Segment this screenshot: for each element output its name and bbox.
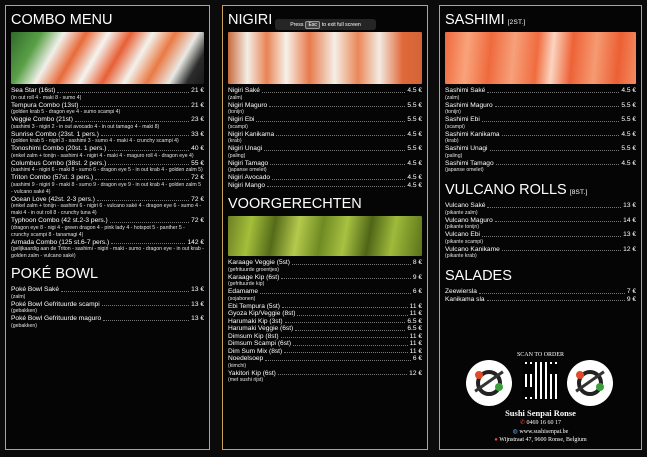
- panel-sashimi: [439, 5, 642, 450]
- item-description: (pikante zalm): [445, 209, 478, 216]
- item-name: Zeewiersla: [445, 288, 477, 295]
- menu-item: [228, 160, 422, 175]
- leader-dots: [487, 207, 621, 208]
- leader-dots: [295, 330, 405, 331]
- item-price: 4.5 €: [621, 159, 636, 167]
- menu-item: [228, 303, 422, 311]
- leader-dots: [487, 92, 619, 93]
- item-name: Sashimi Tamago: [445, 159, 494, 167]
- item-price: 55 €: [191, 159, 204, 167]
- item-price: 4.5 €: [407, 174, 422, 181]
- item-price: 142 €: [187, 238, 204, 246]
- nigiri-list: [228, 87, 422, 189]
- item-name: Nigiri Saké: [228, 87, 260, 94]
- item-description: (krab): [445, 138, 459, 144]
- vulcano-title-text: VULCANO ROLLS: [445, 182, 567, 198]
- item-price: 5.5 €: [407, 116, 422, 123]
- website-line: [440, 428, 641, 435]
- leader-dots: [495, 106, 620, 107]
- menu-item: [228, 288, 422, 303]
- leader-dots: [95, 179, 189, 180]
- item-price: 33 €: [191, 130, 204, 138]
- item-price: 21 €: [191, 101, 204, 109]
- leader-dots: [61, 291, 189, 292]
- item-price: 11 €: [409, 347, 422, 355]
- menu-item: [11, 160, 204, 175]
- esc-key-badge: Esc: [305, 21, 319, 29]
- item-name: Karaage Veggie (5st): [228, 259, 290, 266]
- fullscreen-exit-hint: [275, 19, 376, 30]
- item-price: 14 €: [623, 216, 636, 224]
- item-name: Noedelsoep: [228, 355, 264, 362]
- section-title-voorgerechten: VOORGERECHTEN: [228, 196, 362, 212]
- item-name: Vulcano Maguro: [445, 216, 493, 224]
- menu-item: [228, 131, 422, 146]
- menu-item: [445, 102, 636, 117]
- item-price: 13 €: [623, 202, 636, 209]
- item-price: 6 €: [412, 355, 422, 362]
- hint-press: Press: [290, 21, 304, 28]
- menu-item: [445, 296, 636, 304]
- phone-icon: ✆: [519, 420, 526, 426]
- item-description: (gefrituurde kip): [228, 281, 265, 287]
- section-title-salades: SALADES: [445, 268, 512, 284]
- menu-item: [228, 325, 422, 333]
- item-description: (in out roll 4 - maki 8 - sumo 4): [11, 94, 82, 101]
- leader-dots: [482, 121, 620, 122]
- item-price: 5.5 €: [621, 145, 636, 152]
- panel-combo: [5, 5, 210, 450]
- item-price: 11 €: [409, 302, 422, 310]
- item-description: (sashimi 9 - nigiri 9 - maki 8 - sumo 9 - dragon eye 9 - in out krab 4 - golden zalm 5 - vulcano saké 4): [11, 181, 201, 195]
- item-name: Tonoshimi Combo (20st. 1 pers.): [11, 145, 107, 152]
- leader-dots: [297, 315, 407, 316]
- sashimi-photo: [445, 32, 636, 84]
- menu-item: [11, 196, 204, 218]
- menu-item: [228, 259, 422, 274]
- item-price: 5.5 €: [407, 145, 422, 152]
- menu-item: [228, 318, 422, 326]
- poke-list: [11, 286, 204, 330]
- voorgerechten-list: [228, 259, 422, 384]
- item-price: 6.5 €: [407, 325, 422, 332]
- item-price: 6.5 €: [407, 317, 422, 325]
- item-price: 4.5 €: [621, 130, 636, 138]
- item-price: 5.5 €: [621, 116, 636, 123]
- item-description: (krab): [228, 138, 242, 144]
- menu-item: [445, 246, 636, 261]
- menu-item: [11, 217, 204, 239]
- item-description: (gelijkaardig aan de Triton - sashimi - nigiri - maki - sumo - dragon eye - in out krab - golden zalm - vulcano saké): [11, 246, 204, 259]
- leader-dots: [80, 106, 189, 107]
- item-price: 11 €: [409, 310, 422, 317]
- item-price: 40 €: [191, 145, 204, 152]
- menu-item: [445, 145, 636, 160]
- leader-dots: [108, 164, 189, 165]
- leader-dots: [111, 243, 185, 244]
- menu-item: [11, 116, 204, 131]
- section-title-poke: POKÉ BOWL: [11, 266, 99, 282]
- menu-item: [11, 145, 204, 160]
- item-name: Vulcano Saké: [445, 202, 486, 209]
- combo-list: [11, 87, 204, 260]
- combo-photo: [11, 32, 204, 84]
- item-price: 4.5 €: [407, 181, 422, 189]
- menu-item: [11, 239, 204, 261]
- item-price: 7 €: [626, 288, 636, 295]
- menu-item: [11, 301, 204, 316]
- menu-item: [445, 87, 636, 102]
- sushi-logo-right: [567, 360, 613, 406]
- item-description: (sojabonen): [228, 295, 256, 302]
- menu-item: [228, 87, 422, 102]
- item-name: Edamame: [228, 288, 259, 295]
- item-description: (pikante scampi): [445, 238, 484, 245]
- item-price: 12 €: [623, 245, 636, 253]
- section-title-combo: COMBO MENU: [11, 12, 113, 28]
- menu-item: [11, 286, 204, 301]
- item-price: 13 €: [191, 286, 204, 293]
- item-price: 72 €: [191, 174, 204, 181]
- leader-dots: [264, 150, 405, 151]
- item-price: 72 €: [191, 217, 204, 224]
- item-price: 4.5 €: [407, 130, 422, 138]
- item-name: Dim Sum Mix (8st): [228, 347, 283, 355]
- leader-dots: [490, 150, 620, 151]
- leader-dots: [502, 135, 620, 136]
- menu-item: [228, 355, 422, 370]
- menu-item: [11, 102, 204, 117]
- item-name: Nigiri Avocado: [228, 174, 271, 181]
- item-name: Yakitori Kip (6st): [228, 369, 276, 377]
- item-description: (kimchi): [228, 362, 247, 369]
- leader-dots: [97, 200, 189, 201]
- item-price: 11 €: [409, 332, 422, 340]
- item-description: (tonijn): [228, 109, 244, 115]
- item-name: Karaage Kip (6st): [228, 273, 280, 281]
- menu-item: [228, 274, 422, 289]
- menu-item: [228, 370, 422, 385]
- item-name: Kanikama sla: [445, 295, 485, 303]
- item-description: (tonijn): [445, 109, 461, 115]
- item-price: 12 €: [409, 369, 422, 377]
- leader-dots: [495, 221, 621, 222]
- leader-dots: [256, 121, 405, 122]
- menu-item: [228, 310, 422, 318]
- menu-item: [445, 288, 636, 296]
- item-name: Ebi Tempura (5st): [228, 302, 280, 310]
- menu-item: [228, 182, 422, 190]
- item-description: (gebakken): [11, 308, 37, 314]
- sashimi-title-text: SASHIMI: [445, 12, 505, 28]
- item-name: Poké Bowl Gefrituurde maguro: [11, 315, 102, 322]
- leader-dots: [281, 337, 408, 338]
- menu-item: [228, 145, 422, 160]
- item-name: Dimsum Kip (8st): [228, 332, 279, 340]
- item-price: 13 €: [191, 300, 204, 308]
- vulcano-list: [445, 202, 636, 260]
- item-price: 4.5 €: [407, 159, 422, 167]
- section-title-nigiri: NIGIRI: [228, 12, 273, 28]
- salades-list: [445, 288, 636, 303]
- leader-dots: [276, 135, 405, 136]
- leader-dots: [284, 352, 407, 353]
- item-price: 4.5 €: [621, 87, 636, 94]
- item-price: 13 €: [191, 315, 204, 322]
- item-name: Dimsum Scampi (6st): [228, 340, 292, 347]
- sashimi-note: [2ST.]: [507, 19, 526, 26]
- item-description: (gebakken): [11, 322, 37, 329]
- menu-item: [445, 202, 636, 217]
- item-name: Triton Combo (57st. 3 pers.): [11, 174, 94, 181]
- leader-dots: [267, 186, 405, 187]
- leader-dots: [272, 179, 405, 180]
- leader-dots: [108, 150, 189, 151]
- item-name: Nigiri Maguro: [228, 101, 268, 109]
- menu-item: [11, 87, 204, 102]
- item-name: Sea Star (16st): [11, 87, 56, 94]
- item-name: Nigiri Tamago: [228, 159, 269, 167]
- leader-dots: [269, 106, 405, 107]
- sashimi-list: [445, 87, 636, 174]
- website-link[interactable]: www.sushisenpai.be: [519, 429, 569, 435]
- leader-dots: [102, 305, 189, 306]
- leader-dots: [262, 92, 405, 93]
- item-name: Sashimi Maguro: [445, 101, 493, 109]
- item-name: Nigiri Kanikama: [228, 130, 275, 138]
- item-name: Nigiri Mango: [228, 181, 266, 189]
- item-description: (japanse omelet): [228, 167, 267, 173]
- item-price: 5.5 €: [621, 101, 636, 109]
- item-price: 9 €: [412, 273, 422, 281]
- item-price: 9 €: [626, 295, 636, 303]
- leader-dots: [482, 236, 621, 237]
- item-price: 21 €: [191, 87, 204, 94]
- section-title-sashimi: [445, 12, 636, 29]
- item-description: (dragon eye 8 - nigi 4 - green dragon 4 - pink lady 4 - hotspot 5 - panther 5 - crunchy scampi 8 - tanamagi 4): [11, 224, 185, 238]
- item-description: (met sushi rijst): [228, 377, 264, 383]
- section-title-vulcano: [445, 182, 636, 199]
- item-description: (scampi): [445, 123, 465, 130]
- item-description: (pikante krab): [445, 253, 477, 259]
- leader-dots: [265, 360, 411, 361]
- item-name: Sashimi Ebi: [445, 116, 480, 123]
- menu-item: [228, 340, 422, 348]
- item-name: Poké Bowl Saké: [11, 286, 60, 293]
- item-name: Sashimi Unagi: [445, 145, 488, 152]
- leader-dots: [278, 374, 407, 375]
- menu-item: [445, 131, 636, 146]
- item-name: Armada Combo (125 st.6-7 pers.): [11, 238, 110, 246]
- leader-dots: [110, 222, 189, 223]
- qr-code[interactable]: [522, 362, 559, 399]
- item-name: Sunrise Combo (23st. 1 pers.): [11, 130, 99, 138]
- leader-dots: [57, 92, 189, 93]
- menu-item: [445, 160, 636, 175]
- leader-dots: [270, 164, 405, 165]
- leader-dots: [75, 121, 189, 122]
- leader-dots: [502, 250, 621, 251]
- item-price: 8 €: [412, 259, 422, 266]
- item-name: Gyoza Kip/Veggie (8st): [228, 310, 296, 317]
- item-name: Harumaki Veggie (6st): [228, 325, 294, 332]
- item-description: (scampi): [228, 123, 248, 130]
- item-description: (paling): [445, 152, 463, 159]
- item-description: (zalm): [228, 94, 243, 101]
- item-price: 13 €: [623, 231, 636, 238]
- location-pin-icon: ●: [494, 437, 498, 443]
- item-name: Nigiri Unagi: [228, 145, 263, 152]
- item-name: Veggie Combo (21st): [11, 116, 73, 123]
- item-name: Sashimi Kanikama: [445, 130, 500, 138]
- sushi-logo-left: [466, 360, 512, 406]
- nigiri-photo: [228, 32, 422, 84]
- hint-rest: to exit full screen: [321, 21, 361, 28]
- item-description: (enkel zalm + tonijn - sashimi 4 - nigiri 4 - maki 4 - maguro roll 4 - dragon eye 4): [11, 152, 194, 159]
- leader-dots: [292, 264, 411, 265]
- item-name: Harumaki Kip (3st): [228, 317, 283, 325]
- menu-item: [11, 174, 204, 196]
- leader-dots: [281, 278, 411, 279]
- menu-item: [228, 116, 422, 131]
- item-name: Vulcano Ebi: [445, 231, 480, 238]
- panel-nigiri: [222, 5, 428, 450]
- menu-item: [445, 116, 636, 131]
- menu-item: [228, 333, 422, 341]
- menu-item: [228, 102, 422, 117]
- voorgerechten-photo: [228, 216, 422, 256]
- leader-dots: [285, 322, 406, 323]
- item-description: (pikante tonijn): [445, 224, 480, 230]
- item-description: (golden krab 5 - dragon eye 4 - sumo scampi 4): [11, 109, 121, 115]
- leader-dots: [103, 320, 189, 321]
- leader-dots: [496, 164, 620, 165]
- leader-dots: [487, 300, 625, 301]
- item-name: Typhoon Combo (42 st.2-3 pers.): [11, 217, 108, 224]
- menu-item: [445, 217, 636, 232]
- item-price: 5.5 €: [407, 101, 422, 109]
- item-name: Columbus Combo (38st. 2 pers.): [11, 159, 107, 167]
- item-description: (gefrituurde groentjes): [228, 266, 280, 273]
- item-price: 6 €: [412, 288, 422, 295]
- leader-dots: [282, 307, 408, 308]
- item-description: (sashimi 4 - nigiri 6 - maki 8 - sumo 6 - dragon eye 5 - in out krab 4 - golden zalm 5): [11, 167, 203, 173]
- scan-to-order-label: SCAN TO ORDER: [516, 352, 565, 358]
- item-price: 11 €: [409, 340, 422, 347]
- item-name: Tempura Combo (13st): [11, 101, 79, 109]
- item-name: Vulcano Kanikame: [445, 245, 500, 253]
- item-description: (sashimi 3 - nigiri 2 - in out avocado 4 - in out tamago 4 - maki 8): [11, 123, 160, 130]
- item-description: (japanse omelet): [445, 167, 484, 173]
- phone-number: 0469 16 60 17: [526, 420, 562, 426]
- item-price: 72 €: [191, 195, 204, 203]
- vulcano-note: [8ST.]: [569, 189, 588, 196]
- item-price: 4.5 €: [407, 87, 422, 94]
- item-name: Nigiri Ebi: [228, 116, 255, 123]
- item-description: (enkel zalm + tonijn - sashimi 6 - nigiri 6 - vulcano saké 4 - dragon eye 6 - sumo 4 - maki 4 - in out roll 8 - crunchy tuna 4): [11, 203, 202, 216]
- item-price: 23 €: [191, 116, 204, 123]
- leader-dots: [260, 293, 411, 294]
- address-line: [440, 437, 641, 443]
- menu-item: [445, 231, 636, 246]
- brand-name: Sushi Senpai Ronse: [505, 408, 576, 418]
- address-text: Wijnstraat 47, 9600 Ronse, Belgium: [499, 437, 587, 443]
- item-name: Sashimi Saké: [445, 87, 486, 94]
- item-description: (golden krab 5 - nigiri 3 - sashimi 3 - sumo 4 - maki 4 - crunchy scampi 4): [11, 138, 179, 144]
- item-description: (zalm): [11, 293, 26, 300]
- menu-item: [228, 348, 422, 356]
- item-description: (zalm): [445, 94, 460, 101]
- leader-dots: [479, 293, 625, 294]
- leader-dots: [293, 345, 408, 346]
- phone-line: [440, 419, 641, 426]
- leader-dots: [101, 135, 189, 136]
- item-name: Ocean Love (42st. 2-3 pers.): [11, 195, 95, 203]
- menu-item: [228, 174, 422, 182]
- menu-item: [11, 315, 204, 330]
- menu-item: [11, 131, 204, 146]
- globe-icon: ◍: [512, 429, 518, 435]
- item-description: (paling): [228, 152, 246, 159]
- item-name: Poké Bowl Gefrituurde scampi: [11, 300, 100, 308]
